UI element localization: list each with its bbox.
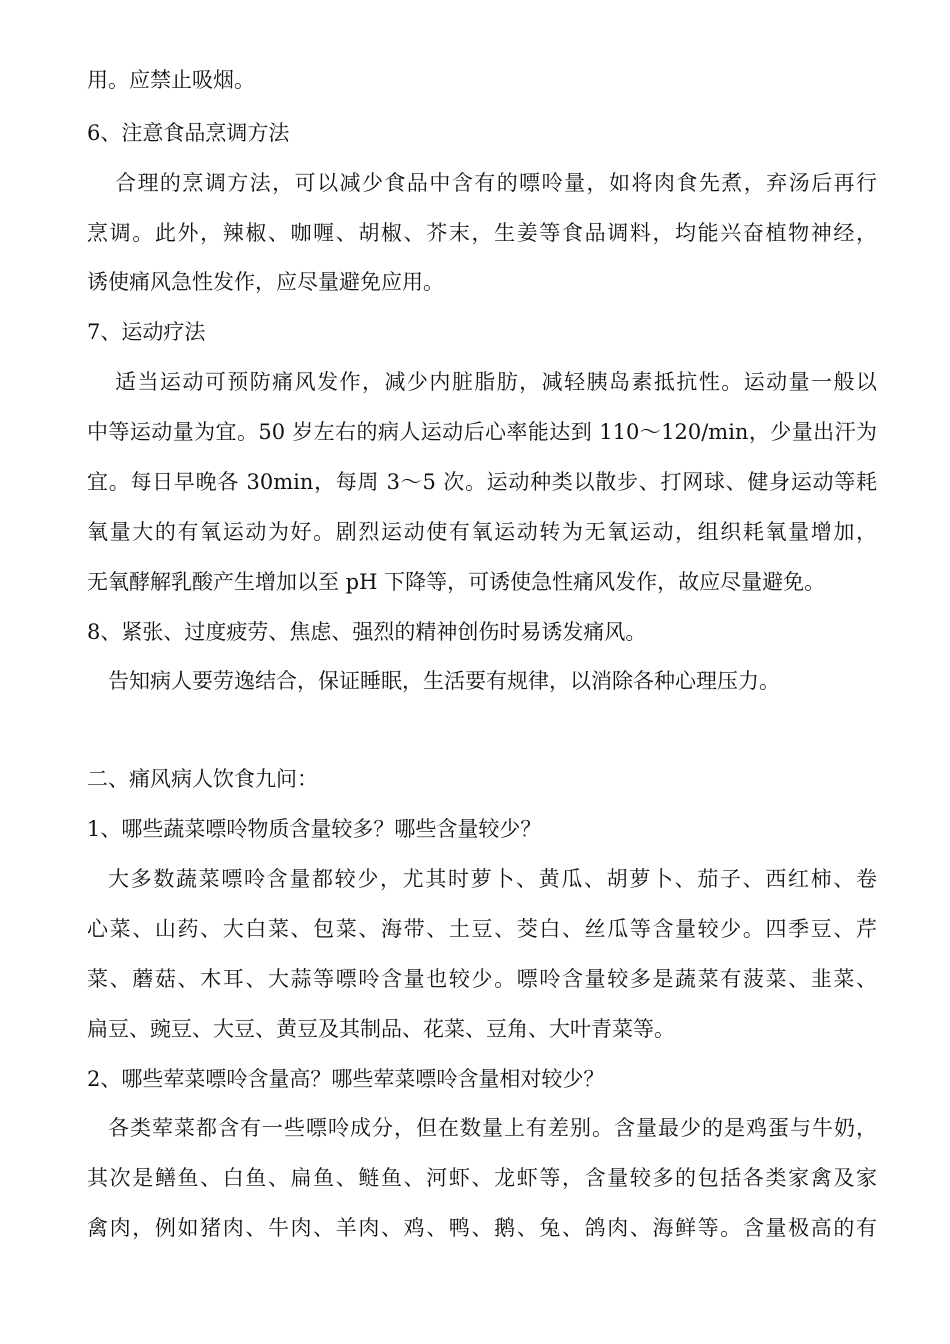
paragraph-line: 其次是鳝鱼、白鱼、扁鱼、鲢鱼、河虾、龙虾等，含量较多的包括各类家禽及家 [87, 1166, 877, 1190]
paragraph-line: 各类荤菜都含有一些嘌呤成分，但在数量上有差别。含量最少的是鸡蛋与牛奶， [108, 1116, 877, 1140]
paragraph-line: 中等运动量为宜。50 岁左右的病人运动后心率能达到 110～120/min，少量出汗为 [87, 420, 877, 444]
paragraph-line: 心菜、山药、大白菜、包菜、海带、土豆、茭白、丝瓜等含量较少。四季豆、芹 [87, 917, 877, 941]
question-heading: 2、哪些荤菜嘌呤含量高？哪些荤菜嘌呤含量相对较少？ [87, 1067, 605, 1091]
section-title: 二、痛风病人饮食九问： [87, 767, 318, 791]
paragraph-line: 禽肉，例如猪肉、牛肉、羊肉、鸡、鸭、鹅、兔、鸽肉、海鲜等。含量极高的有 [87, 1216, 877, 1240]
section-heading: 8、紧张、过度疲劳、焦虑、强烈的精神创伤时易诱发痛风。 [87, 620, 647, 644]
paragraph-line: 告知病人要劳逸结合，保证睡眠，生活要有规律，以消除各种心理压力。 [108, 669, 780, 693]
section-heading: 7、运动疗法 [87, 320, 206, 344]
paragraph-line: 宜。每日早晚各 30min，每周 3～5 次。运动种类以散步、打网球、健身运动等耗 [87, 470, 877, 494]
paragraph-line: 菜、蘑菇、木耳、大蒜等嘌呤含量也较少。嘌呤含量较多是蔬菜有菠菜、韭菜、 [87, 967, 877, 991]
question-heading: 1、哪些蔬菜嘌呤物质含量较多？哪些含量较少？ [87, 817, 542, 841]
paragraph-line: 氧量大的有氧运动为好。剧烈运动使有氧运动转为无氧运动，组织耗氧量增加， [87, 520, 877, 544]
paragraph-line: 适当运动可预防痛风发作，减少内脏脂肪，减轻胰岛素抵抗性。运动量一般以 [115, 370, 877, 394]
paragraph-line: 无氧酵解乳酸产生增加以至 pH 下降等，可诱使急性痛风发作，故应尽量避免。 [87, 570, 826, 594]
section-heading: 6、注意食品烹调方法 [87, 121, 290, 145]
text-line: 用。应禁止吸烟。 [87, 68, 255, 92]
paragraph-line: 大多数蔬菜嘌呤含量都较少，尤其时萝卜、黄瓜、胡萝卜、茄子、西红柿、卷 [108, 867, 877, 891]
paragraph-line: 扁豆、豌豆、大豆、黄豆及其制品、花菜、豆角、大叶青菜等。 [87, 1017, 675, 1041]
paragraph-line: 烹调。此外，辣椒、咖喱、胡椒、芥末，生姜等食品调料，均能兴奋植物神经， [87, 221, 877, 245]
paragraph-line: 合理的烹调方法，可以减少食品中含有的嘌呤量，如将肉食先煮，弃汤后再行 [115, 171, 877, 195]
paragraph-line: 诱使痛风急性发作，应尽量避免应用。 [87, 270, 444, 294]
